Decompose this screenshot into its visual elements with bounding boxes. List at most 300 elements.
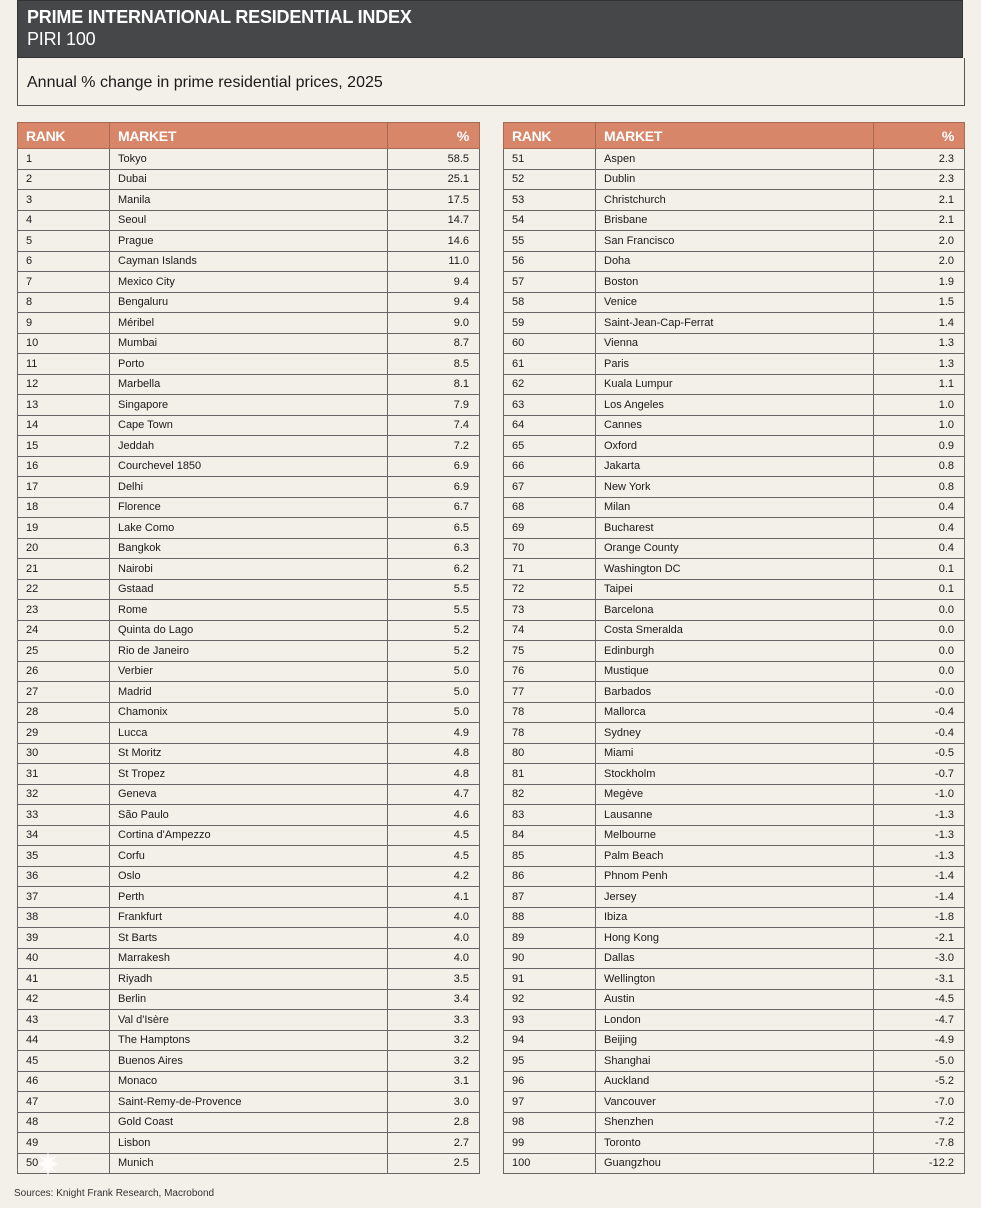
market-cell: Singapore	[110, 395, 388, 416]
description-text: Annual % change in prime residential prices, 2025	[27, 74, 383, 91]
description-box	[17, 58, 965, 106]
rank-cell: 55	[504, 231, 596, 252]
rank-cell: 61	[504, 354, 596, 375]
percent-cell: 25.1	[388, 169, 480, 190]
market-cell: Gstaad	[110, 579, 388, 600]
market-cell: Bucharest	[596, 518, 874, 539]
table-row	[504, 805, 965, 826]
table-row	[18, 907, 480, 928]
rank-cell: 34	[18, 825, 110, 846]
market-cell: Phnom Penh	[596, 866, 874, 887]
table-row	[18, 805, 480, 826]
market-cell: New York	[596, 477, 874, 498]
percent-cell: 3.4	[388, 989, 480, 1010]
rank-cell: 64	[504, 415, 596, 436]
rank-cell: 60	[504, 333, 596, 354]
percent-cell: 3.1	[388, 1071, 480, 1092]
percent-cell: 3.2	[388, 1051, 480, 1072]
table-row	[18, 969, 480, 990]
rank-cell: 99	[504, 1133, 596, 1154]
table-row	[18, 149, 480, 170]
percent-cell: 9.0	[388, 313, 480, 334]
table-row	[18, 1051, 480, 1072]
percent-cell: 2.8	[388, 1112, 480, 1133]
market-cell: Wellington	[596, 969, 874, 990]
percent-cell: 2.7	[388, 1133, 480, 1154]
rank-cell: 38	[18, 907, 110, 928]
rank-cell: 52	[504, 169, 596, 190]
table-row	[18, 518, 480, 539]
rank-cell: 97	[504, 1092, 596, 1113]
table-row	[504, 272, 965, 293]
market-cell: Jeddah	[110, 436, 388, 457]
percent-cell: 2.1	[874, 210, 965, 231]
percent-header: %	[388, 123, 480, 149]
page-subtitle: PIRI 100	[27, 29, 96, 49]
table-row	[504, 538, 965, 559]
market-cell: Monaco	[110, 1071, 388, 1092]
rank-cell: 41	[18, 969, 110, 990]
market-cell: Los Angeles	[596, 395, 874, 416]
table-row	[18, 682, 480, 703]
market-cell: St Moritz	[110, 743, 388, 764]
percent-cell: 11.0	[388, 251, 480, 272]
percent-cell: -0.4	[874, 702, 965, 723]
rank-cell: 30	[18, 743, 110, 764]
percent-cell: 0.8	[874, 456, 965, 477]
table-row	[504, 682, 965, 703]
table-row	[18, 1030, 480, 1051]
market-cell: Lucca	[110, 723, 388, 744]
market-cell: Frankfurt	[110, 907, 388, 928]
percent-cell: -1.4	[874, 887, 965, 908]
market-cell: Mexico City	[110, 272, 388, 293]
rank-cell: 29	[18, 723, 110, 744]
market-cell: Miami	[596, 743, 874, 764]
table-row	[504, 579, 965, 600]
rank-cell: 23	[18, 600, 110, 621]
percent-cell: 1.3	[874, 354, 965, 375]
table-row	[504, 969, 965, 990]
rank-cell: 33	[18, 805, 110, 826]
rank-cell: 89	[504, 928, 596, 949]
rank-cell: 65	[504, 436, 596, 457]
table-row	[18, 313, 480, 334]
rank-cell: 44	[18, 1030, 110, 1051]
table-row	[18, 600, 480, 621]
market-header: MARKET	[596, 123, 874, 149]
market-cell: Shenzhen	[596, 1112, 874, 1133]
percent-cell: 3.2	[388, 1030, 480, 1051]
table-row	[18, 272, 480, 293]
market-cell: London	[596, 1010, 874, 1031]
rank-cell: 37	[18, 887, 110, 908]
table-row	[504, 764, 965, 785]
percent-cell: 4.2	[388, 866, 480, 887]
rank-cell: 40	[18, 948, 110, 969]
table-row	[18, 702, 480, 723]
table-row	[504, 518, 965, 539]
percent-cell: -5.0	[874, 1051, 965, 1072]
rank-cell: 70	[504, 538, 596, 559]
table-row	[504, 846, 965, 867]
percent-cell: 2.1	[874, 190, 965, 211]
market-cell: Courchevel 1850	[110, 456, 388, 477]
percent-cell: 5.2	[388, 641, 480, 662]
page-title: PRIME INTERNATIONAL RESIDENTIAL INDEX	[27, 7, 412, 27]
percent-cell: 4.8	[388, 743, 480, 764]
table-row	[504, 354, 965, 375]
percent-cell: 4.1	[388, 887, 480, 908]
percent-cell: 17.5	[388, 190, 480, 211]
percent-cell: 9.4	[388, 272, 480, 293]
market-cell: Geneva	[110, 784, 388, 805]
rank-cell: 76	[504, 661, 596, 682]
table-row	[18, 333, 480, 354]
market-cell: Venice	[596, 292, 874, 313]
table-row	[504, 866, 965, 887]
market-cell: Kuala Lumpur	[596, 374, 874, 395]
percent-cell: -1.3	[874, 805, 965, 826]
percent-cell: 3.3	[388, 1010, 480, 1031]
market-cell: Cortina d'Ampezzo	[110, 825, 388, 846]
rank-cell: 100	[504, 1153, 596, 1174]
rank-header: RANK	[504, 123, 596, 149]
table-row	[504, 825, 965, 846]
table-row	[18, 190, 480, 211]
rank-cell: 8	[18, 292, 110, 313]
rank-cell: 43	[18, 1010, 110, 1031]
market-cell: Taipei	[596, 579, 874, 600]
rank-cell: 31	[18, 764, 110, 785]
market-cell: Dallas	[596, 948, 874, 969]
percent-cell: 1.3	[874, 333, 965, 354]
percent-cell: 4.8	[388, 764, 480, 785]
market-cell: Berlin	[110, 989, 388, 1010]
rank-cell: 45	[18, 1051, 110, 1072]
table-row	[18, 620, 480, 641]
table-row	[504, 743, 965, 764]
market-cell: Orange County	[596, 538, 874, 559]
market-cell: Lausanne	[596, 805, 874, 826]
table-row	[504, 907, 965, 928]
percent-cell: 1.9	[874, 272, 965, 293]
percent-cell: -12.2	[874, 1153, 965, 1174]
percent-cell: 4.5	[388, 846, 480, 867]
table-row	[18, 1133, 480, 1154]
table-row	[504, 620, 965, 641]
table-row	[504, 948, 965, 969]
market-cell: São Paulo	[110, 805, 388, 826]
percent-cell: 0.1	[874, 559, 965, 580]
market-cell: Florence	[110, 497, 388, 518]
rank-cell: 75	[504, 641, 596, 662]
ranking-table-right	[503, 122, 965, 1174]
market-cell: Prague	[110, 231, 388, 252]
table-row	[504, 1030, 965, 1051]
rank-cell: 67	[504, 477, 596, 498]
rank-cell: 95	[504, 1051, 596, 1072]
market-cell: Nairobi	[110, 559, 388, 580]
market-cell: Brisbane	[596, 210, 874, 231]
market-cell: Auckland	[596, 1071, 874, 1092]
table-row	[18, 231, 480, 252]
rank-cell: 59	[504, 313, 596, 334]
market-cell: Dublin	[596, 169, 874, 190]
table-row	[504, 333, 965, 354]
table-row	[18, 497, 480, 518]
table-row	[504, 415, 965, 436]
percent-cell: 7.2	[388, 436, 480, 457]
rank-cell: 19	[18, 518, 110, 539]
percent-cell: 14.6	[388, 231, 480, 252]
rank-cell: 87	[504, 887, 596, 908]
table-row	[504, 395, 965, 416]
percent-cell: 4.7	[388, 784, 480, 805]
percent-cell: 4.5	[388, 825, 480, 846]
market-cell: Bengaluru	[110, 292, 388, 313]
percent-cell: 7.4	[388, 415, 480, 436]
table-row	[18, 723, 480, 744]
market-header: MARKET	[110, 123, 388, 149]
rank-cell: 42	[18, 989, 110, 1010]
table-row	[504, 149, 965, 170]
percent-cell: 4.0	[388, 948, 480, 969]
market-cell: Austin	[596, 989, 874, 1010]
market-cell: Cape Town	[110, 415, 388, 436]
market-cell: Boston	[596, 272, 874, 293]
rank-cell: 39	[18, 928, 110, 949]
market-cell: Tokyo	[110, 149, 388, 170]
table-row	[18, 743, 480, 764]
percent-cell: 3.5	[388, 969, 480, 990]
table-row	[18, 846, 480, 867]
table-row	[18, 1010, 480, 1031]
percent-cell: 14.7	[388, 210, 480, 231]
percent-cell: -1.3	[874, 846, 965, 867]
rank-cell: 35	[18, 846, 110, 867]
rank-cell: 96	[504, 1071, 596, 1092]
percent-cell: 7.9	[388, 395, 480, 416]
percent-cell: 2.0	[874, 231, 965, 252]
table-row	[18, 928, 480, 949]
percent-cell: 1.4	[874, 313, 965, 334]
market-cell: Porto	[110, 354, 388, 375]
percent-cell: 5.2	[388, 620, 480, 641]
table-row	[504, 374, 965, 395]
market-cell: Palm Beach	[596, 846, 874, 867]
rank-cell: 69	[504, 518, 596, 539]
rank-cell: 57	[504, 272, 596, 293]
rank-cell: 32	[18, 784, 110, 805]
rank-cell: 56	[504, 251, 596, 272]
percent-cell: 1.5	[874, 292, 965, 313]
percent-cell: 2.3	[874, 149, 965, 170]
table-row	[18, 354, 480, 375]
table-row	[504, 436, 965, 457]
table-row	[504, 1153, 965, 1174]
table-row	[504, 887, 965, 908]
rank-cell: 50	[18, 1153, 110, 1174]
percent-cell: 4.0	[388, 907, 480, 928]
percent-cell: 0.0	[874, 641, 965, 662]
percent-cell: 9.4	[388, 292, 480, 313]
percent-cell: 4.0	[388, 928, 480, 949]
table-row	[504, 1010, 965, 1031]
market-cell: Paris	[596, 354, 874, 375]
percent-cell: 2.0	[874, 251, 965, 272]
percent-cell: 58.5	[388, 149, 480, 170]
market-cell: Marbella	[110, 374, 388, 395]
table-row	[504, 231, 965, 252]
market-cell: Christchurch	[596, 190, 874, 211]
percent-cell: 6.2	[388, 559, 480, 580]
percent-cell: 5.5	[388, 600, 480, 621]
market-cell: Barbados	[596, 682, 874, 703]
percent-cell: 6.5	[388, 518, 480, 539]
table-row	[18, 1153, 480, 1174]
rank-cell: 93	[504, 1010, 596, 1031]
table-row	[504, 641, 965, 662]
market-cell: Gold Coast	[110, 1112, 388, 1133]
percent-cell: 6.9	[388, 477, 480, 498]
market-cell: Marrakesh	[110, 948, 388, 969]
table-row	[504, 456, 965, 477]
percent-cell: 0.0	[874, 661, 965, 682]
market-cell: Chamonix	[110, 702, 388, 723]
percent-cell: 0.9	[874, 436, 965, 457]
table-row	[18, 374, 480, 395]
market-cell: Lisbon	[110, 1133, 388, 1154]
rank-cell: 36	[18, 866, 110, 887]
table-row	[504, 1071, 965, 1092]
percent-cell: 0.4	[874, 538, 965, 559]
percent-cell: -1.8	[874, 907, 965, 928]
market-cell: Mallorca	[596, 702, 874, 723]
rank-cell: 49	[18, 1133, 110, 1154]
rank-cell: 83	[504, 805, 596, 826]
market-cell: Quinta do Lago	[110, 620, 388, 641]
rank-cell: 73	[504, 600, 596, 621]
rank-cell: 28	[18, 702, 110, 723]
rank-cell: 63	[504, 395, 596, 416]
rank-cell: 48	[18, 1112, 110, 1133]
table-row	[504, 600, 965, 621]
market-cell: Lake Como	[110, 518, 388, 539]
market-cell: Barcelona	[596, 600, 874, 621]
rank-cell: 26	[18, 661, 110, 682]
rank-cell: 62	[504, 374, 596, 395]
market-cell: Saint-Remy-de-Provence	[110, 1092, 388, 1113]
percent-cell: 0.4	[874, 518, 965, 539]
market-cell: Verbier	[110, 661, 388, 682]
rank-cell: 15	[18, 436, 110, 457]
market-cell: Manila	[110, 190, 388, 211]
market-cell: Delhi	[110, 477, 388, 498]
percent-cell: 0.0	[874, 600, 965, 621]
percent-cell: -5.2	[874, 1071, 965, 1092]
table-row	[18, 538, 480, 559]
rank-cell: 71	[504, 559, 596, 580]
percent-cell: 2.5	[388, 1153, 480, 1174]
table-row	[18, 477, 480, 498]
percent-cell: -3.1	[874, 969, 965, 990]
market-cell: Megève	[596, 784, 874, 805]
rank-cell: 78	[504, 723, 596, 744]
table-row	[18, 641, 480, 662]
rank-cell: 54	[504, 210, 596, 231]
rank-cell: 12	[18, 374, 110, 395]
percent-cell: -7.2	[874, 1112, 965, 1133]
table-row	[18, 169, 480, 190]
market-cell: Aspen	[596, 149, 874, 170]
table-row	[18, 948, 480, 969]
rank-cell: 6	[18, 251, 110, 272]
market-cell: Oslo	[110, 866, 388, 887]
table-row	[18, 1071, 480, 1092]
market-cell: Washington DC	[596, 559, 874, 580]
table-row	[18, 887, 480, 908]
rank-cell: 21	[18, 559, 110, 580]
percent-cell: 1.0	[874, 395, 965, 416]
market-cell: Corfu	[110, 846, 388, 867]
rank-cell: 86	[504, 866, 596, 887]
rank-cell: 18	[18, 497, 110, 518]
percent-cell: 1.1	[874, 374, 965, 395]
table-row	[504, 477, 965, 498]
rank-cell: 68	[504, 497, 596, 518]
market-cell: The Hamptons	[110, 1030, 388, 1051]
percent-cell: -1.4	[874, 866, 965, 887]
table-row	[504, 661, 965, 682]
market-cell: Buenos Aires	[110, 1051, 388, 1072]
table-row	[18, 210, 480, 231]
rank-cell: 85	[504, 846, 596, 867]
rank-cell: 10	[18, 333, 110, 354]
rank-cell: 66	[504, 456, 596, 477]
market-cell: Rome	[110, 600, 388, 621]
rank-cell: 17	[18, 477, 110, 498]
table-row	[18, 436, 480, 457]
rank-cell: 58	[504, 292, 596, 313]
table-row	[504, 497, 965, 518]
market-cell: Vancouver	[596, 1092, 874, 1113]
percent-cell: -0.5	[874, 743, 965, 764]
table-row	[504, 723, 965, 744]
table-row	[18, 456, 480, 477]
table-row	[18, 784, 480, 805]
market-cell: Jersey	[596, 887, 874, 908]
percent-cell: -1.3	[874, 825, 965, 846]
table-row	[18, 559, 480, 580]
percent-header: %	[874, 123, 965, 149]
percent-cell: 6.3	[388, 538, 480, 559]
market-cell: Cayman Islands	[110, 251, 388, 272]
rank-cell: 7	[18, 272, 110, 293]
table-row	[18, 764, 480, 785]
rank-cell: 51	[504, 149, 596, 170]
percent-cell: -7.0	[874, 1092, 965, 1113]
rank-cell: 78	[504, 702, 596, 723]
table-header-row	[504, 123, 965, 149]
market-cell: St Barts	[110, 928, 388, 949]
table-row	[504, 1092, 965, 1113]
market-cell: Saint-Jean-Cap-Ferrat	[596, 313, 874, 334]
market-cell: Cannes	[596, 415, 874, 436]
rank-cell: 47	[18, 1092, 110, 1113]
market-cell: Milan	[596, 497, 874, 518]
market-cell: Seoul	[110, 210, 388, 231]
